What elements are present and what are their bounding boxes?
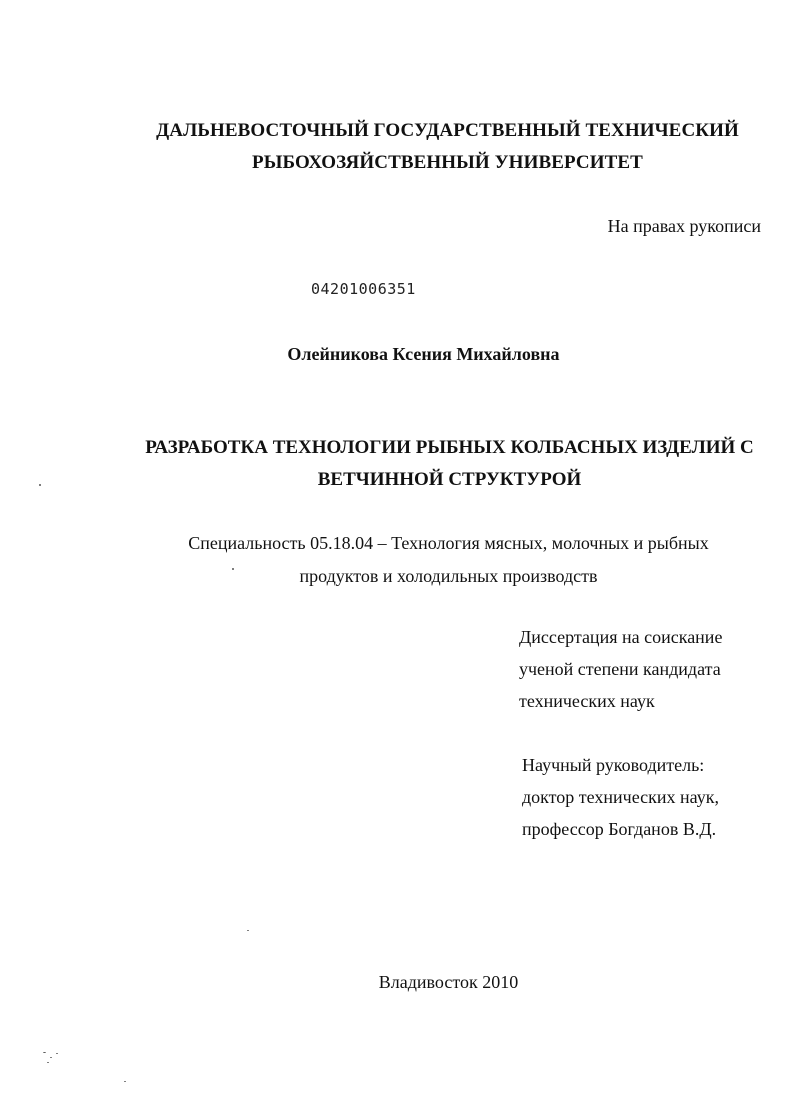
scan-speck (247, 930, 249, 931)
university-name-line-1: ДАЛЬНЕВОСТОЧНЫЙ ГОСУДАРСТВЕННЫЙ ТЕХНИЧЕСКИЙ (156, 120, 739, 141)
registry-number: 04201006351 (311, 280, 416, 298)
specialty-line-1: Специальность 05.18.04 – Технология мясных, молочных и рыбных (188, 533, 709, 553)
manuscript-note: На правах рукописи (607, 216, 761, 236)
scan-speck (232, 568, 234, 570)
dissertation-title-line-1: РАЗРАБОТКА ТЕХНОЛОГИИ РЫБНЫХ КОЛБАСНЫХ ИЗДЕЛИЙ С (145, 437, 754, 458)
supervisor-label: Научный руководитель: (522, 755, 705, 775)
scan-speck (39, 484, 41, 486)
author-name: Олейникова Ксения Михайловна (287, 344, 560, 364)
dissertation-degree-line-3: технических наук (519, 691, 655, 711)
scan-speck (124, 1081, 126, 1082)
supervisor-name: профессор Богданов В.Д. (522, 819, 717, 839)
scan-speck (43, 1052, 46, 1053)
dissertation-degree-line-2: ученой степени кандидата (519, 659, 721, 679)
specialty-line-2: продуктов и холодильных производств (299, 566, 598, 586)
city-year: Владивосток 2010 (378, 972, 519, 992)
scan-speck (47, 1062, 49, 1063)
scan-speck (56, 1053, 58, 1054)
dissertation-degree-line-1: Диссертация на соискание (519, 627, 723, 647)
university-name-line-2: РЫБОХОЗЯЙСТВЕННЫЙ УНИВЕРСИТЕТ (252, 152, 643, 173)
dissertation-title-line-2: ВЕТЧИННОЙ СТРУКТУРОЙ (317, 469, 582, 490)
supervisor-degree: доктор технических наук, (522, 787, 719, 807)
scan-speck (50, 1057, 52, 1058)
